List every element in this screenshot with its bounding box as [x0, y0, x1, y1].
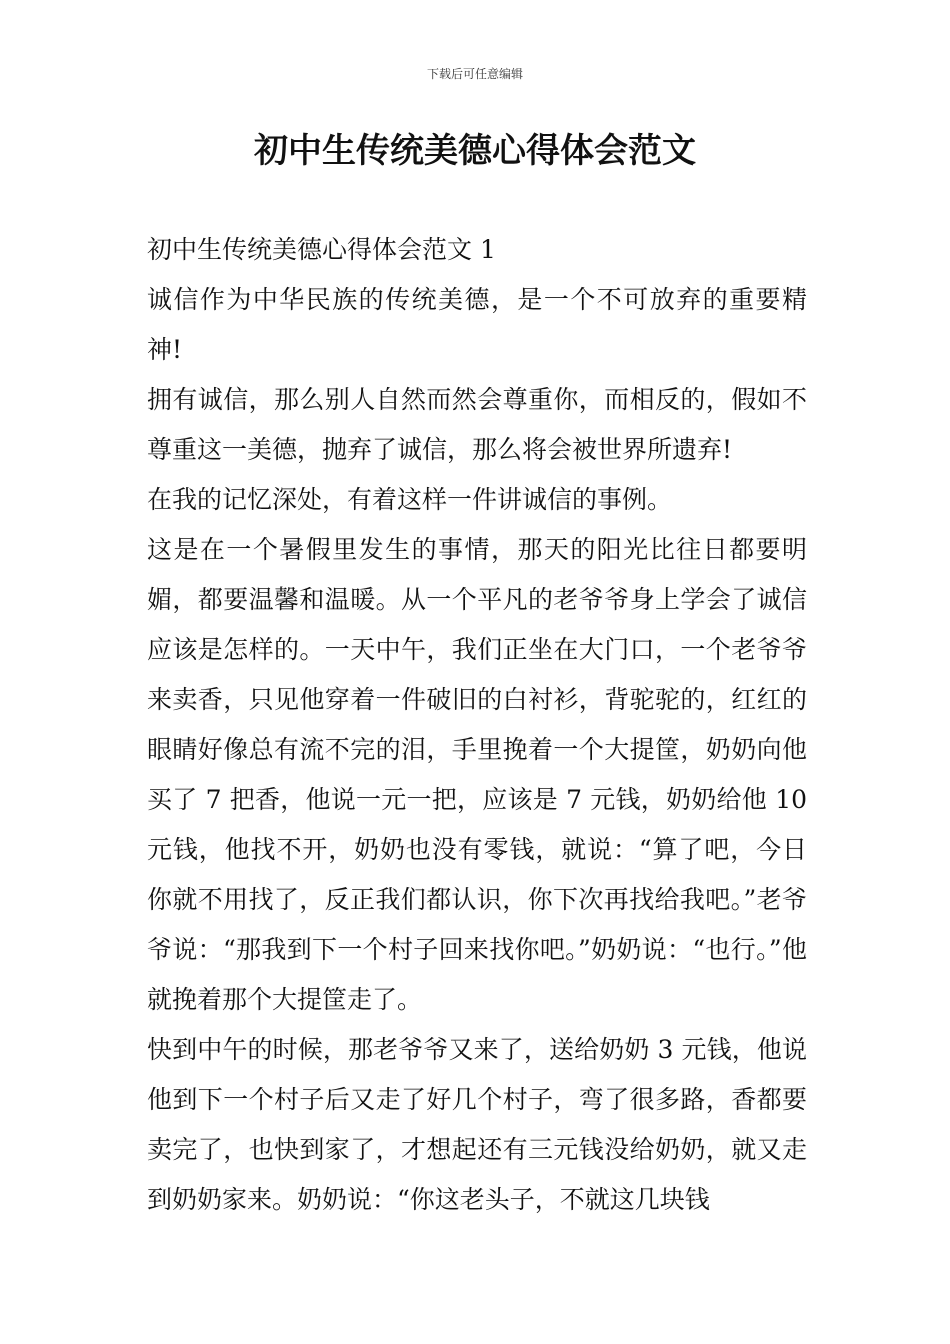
- header-note: 下载后可任意编辑: [426, 67, 523, 81]
- paragraph: 快到中午的时候，那老爷爷又来了，送给奶奶 3 元钱，他说他到下一个村子后又走了好几个村子，弯了很多路，香都要卖完了，也快到家了，才想起还有三元钱没给奶奶，就又走到奶奶家来。奶奶说：“你这老头子，不就这几块钱: [147, 1035, 807, 1214]
- document-body: [147, 225, 807, 1225]
- document-title: 初中生传统美德心得体会范文: [254, 131, 696, 171]
- paragraph: 在我的记忆深处，有着这样一件讲诚信的事例。: [147, 485, 673, 514]
- paragraph: 拥有诚信，那么别人自然而然会尊重你，而相反的，假如不尊重这一美德，抛弃了诚信，那么将会被世界所遗弃!: [147, 385, 807, 464]
- paragraph: 这是在一个暑假里发生的事情，那天的阳光比往日都要明媚，都要温馨和温暖。从一个平凡的老爷爷身上学会了诚信应该是怎样的。一天中午，我们正坐在大门口，一个老爷爷来卖香，只见他穿着一件破旧的白衬衫，背驼驼的，红红的眼睛好像总有流不完的泪，手里挽着一个大提筐，奶奶向他买了 7 把香，他说一元一把，应该是 7 元钱，奶奶给他 10 元钱，他找不开，奶奶也没有零钱，就说：“算了吧，今日你就不用找了，反正我们都认识，你下次再找给我吧。”老爷爷说：“那我到下一个村子回来找你吧。”奶奶说：“也行。”他就挽着那个大提筐走了。: [147, 535, 807, 1014]
- section-heading: 初中生传统美德心得体会范文 1: [147, 235, 496, 264]
- paragraph: 诚信作为中华民族的传统美德，是一个不可放弃的重要精神!: [147, 285, 807, 364]
